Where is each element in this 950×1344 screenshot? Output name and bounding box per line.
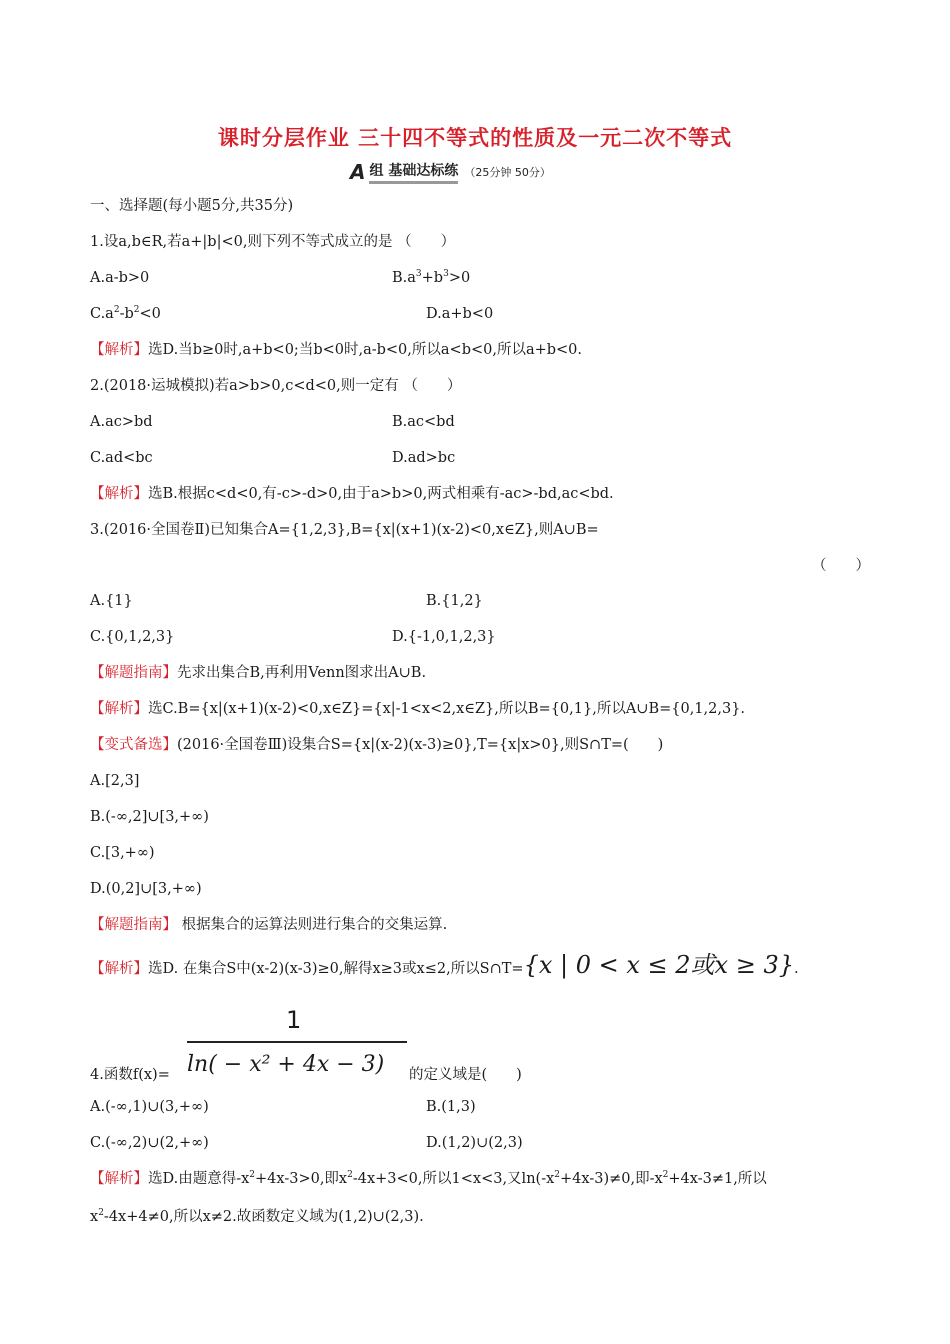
q3-stem: 3.(2016·全国卷Ⅱ)已知集合A={1,2,3},B={x|(x+1)(x-2)<0,x∈Z},则A∪B=	[90, 522, 599, 538]
page-title: 课时分层作业 三十四不等式的性质及一元二次不等式	[217, 126, 733, 150]
q3-variant-solution: 【解析】选D. 在集合S中(x-2)(x-3)≥0,解得x≥3或x≤2,所以S∩T={x | 0 < x ≤ 2或x ≥ 3}.	[90, 951, 799, 979]
q3-variant-option-c: C.[3,+∞)	[90, 845, 155, 861]
q3-option-a: A.{1}	[90, 593, 133, 609]
q3-option-c: C.{0,1,2,3}	[90, 629, 175, 645]
q3-option-d: D.{-1,0,1,2,3}	[392, 629, 496, 645]
q2-option-a: A.ac>bd	[90, 414, 153, 430]
q2-option-c: C.ad<bc	[90, 450, 153, 466]
group-heading	[350, 160, 551, 184]
q4-option-b: B.(1,3)	[426, 1099, 476, 1115]
q2-option-b: B.ac<bd	[392, 414, 455, 430]
q3-solution: 【解析】选C.B={x|(x+1)(x-2)<0,x∈Z}={x|-1<x<2,x∈Z},所以B={0,1},所以A∪B={0,1,2,3}.	[90, 701, 746, 717]
q4-stem-prefix: 4.函数f(x)=	[90, 1067, 170, 1083]
q3-option-b: B.{1,2}	[426, 593, 483, 609]
q1-stem: 1.设a,b∈R,若a+|b|<0,则下列不等式成立的是 （ ）	[90, 234, 456, 250]
q3-variant-option-d: D.(0,2]∪[3,+∞)	[90, 881, 202, 897]
solution-tag: 【解析】	[90, 1171, 148, 1187]
q4-solution-line2: $x^2-4x+4\ne 0$,所以x≠2.故函数定义域为(1,2)∪(2,3).	[90, 1208, 424, 1225]
q4-stem-suffix: 的定义域是( )	[409, 1067, 522, 1083]
q3-variant-stem: 【变式备选】(2016·全国卷Ⅲ)设集合S={x|(x-2)(x-3)≥0},T={x|x>0},则S∩T=( )	[90, 737, 664, 753]
q3-guide: 【解题指南】先求出集合B,再利用Venn图求出A∪B.	[90, 665, 427, 681]
q2-option-d: D.ad>bc	[392, 450, 456, 466]
q3-variant-guide: 【解题指南】 根据集合的运算法则进行集合的交集运算.	[90, 917, 448, 933]
fraction-bar	[187, 1041, 407, 1043]
set-expression: {x | 0 < x ≤ 2或x ≥ 3}	[523, 951, 794, 979]
q2-solution: 【解析】选B.根据c<d<0,有-c>-d>0,由于a>b>0,两式相乘有-ac>-bd,ac<bd.	[90, 486, 614, 502]
q4-option-c: C.(-∞,2)∪(2,+∞)	[90, 1135, 209, 1151]
section-heading: 一、选择题(每小题5分,共35分)	[90, 198, 294, 214]
q1-solution: 【解析】选D.当b≥0时,a+b<0;当b<0时,a-b<0,所以a<b<0,所以a+b<0.	[90, 342, 583, 358]
q3-answer-paren: （ ）	[812, 558, 870, 574]
q3-variant-option-a: A.[2,3]	[90, 773, 140, 789]
q4-option-d: D.(1,2)∪(2,3)	[426, 1135, 523, 1151]
q4-solution-line1: 【解析】选D.由题意得$-x^2+4x-3>0$,即$x^2-4x+3<0$,所以1<x<3,又$\ln(-x^2+4x-3)\ne 0$,即$-x^2+4x-3\ne 1$,所以	[90, 1170, 767, 1187]
fraction-numerator: 1	[286, 1006, 302, 1034]
q1-option-a: A.a-b>0	[90, 270, 150, 286]
solution-tag: 【解析】	[90, 961, 148, 977]
group-name: 组 基础达标练	[369, 160, 458, 184]
variant-tag: 【变式备选】	[90, 737, 177, 753]
fraction-denominator: ln( − x² + 4x − 3)	[187, 1052, 385, 1077]
q4-option-a: A.(-∞,1)∪(3,+∞)	[90, 1099, 209, 1115]
guide-tag: 【解题指南】	[90, 665, 177, 681]
solution-tag: 【解析】	[90, 342, 148, 358]
guide-tag: 【解题指南】	[90, 917, 177, 933]
group-time: （25分钟 50分）	[464, 166, 551, 179]
q2-stem: 2.(2018·运城模拟)若a>b>0,c<d<0,则一定有 （ ）	[90, 378, 462, 394]
q1-option-d: D.a+b<0	[426, 306, 494, 322]
q1-option-c: $C.a^2-b^2<0$	[90, 305, 161, 322]
solution-tag: 【解析】	[90, 486, 148, 502]
solution-tag: 【解析】	[90, 701, 148, 717]
q1-option-b: $B.a^3+b^3>0$	[392, 269, 471, 286]
q3-variant-option-b: B.(-∞,2]∪[3,+∞)	[90, 809, 209, 825]
group-letter: A	[350, 160, 366, 184]
